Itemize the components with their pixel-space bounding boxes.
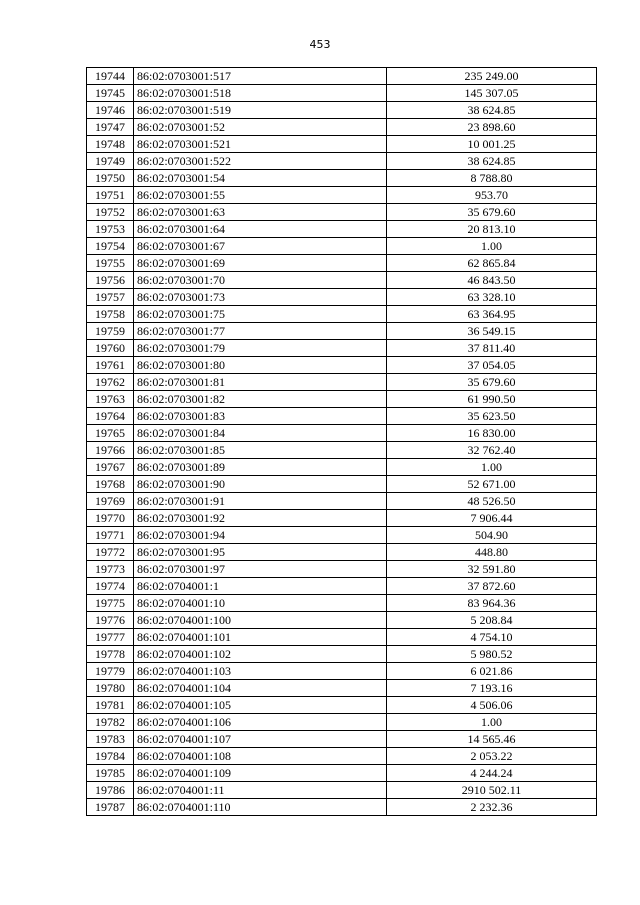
cadastral-number: 86:02:0703001:55 [134, 187, 387, 204]
table-row [87, 119, 597, 136]
cadastral-value: 32 591.80 [387, 561, 597, 578]
cadastral-value: 37 811.40 [387, 340, 597, 357]
table-row [87, 170, 597, 187]
cadastral-number: 86:02:0704001:108 [134, 748, 387, 765]
cadastral-value: 1.00 [387, 714, 597, 731]
cadastral-value: 7 906.44 [387, 510, 597, 527]
table-row [87, 493, 597, 510]
table-row [87, 102, 597, 119]
table-row [87, 731, 597, 748]
cadastral-value: 504.90 [387, 527, 597, 544]
row-number: 19785 [87, 765, 134, 782]
cadastral-number: 86:02:0703001:52 [134, 119, 387, 136]
table-row [87, 527, 597, 544]
cadastral-value: 35 623.50 [387, 408, 597, 425]
cadastral-value: 145 307.05 [387, 85, 597, 102]
row-number: 19773 [87, 561, 134, 578]
cadastral-value: 6 021.86 [387, 663, 597, 680]
cadastral-number: 86:02:0703001:97 [134, 561, 387, 578]
table-row [87, 357, 597, 374]
cadastral-number: 86:02:0703001:521 [134, 136, 387, 153]
row-number: 19784 [87, 748, 134, 765]
row-number: 19750 [87, 170, 134, 187]
table-row [87, 595, 597, 612]
cadastral-value: 4 754.10 [387, 629, 597, 646]
cadastral-number: 86:02:0703001:89 [134, 459, 387, 476]
cadastral-number: 86:02:0703001:517 [134, 68, 387, 85]
row-number: 19781 [87, 697, 134, 714]
row-number: 19754 [87, 238, 134, 255]
cadastral-value: 235 249.00 [387, 68, 597, 85]
row-number: 19747 [87, 119, 134, 136]
cadastral-number: 86:02:0704001:107 [134, 731, 387, 748]
row-number: 19768 [87, 476, 134, 493]
cadastral-number: 86:02:0703001:90 [134, 476, 387, 493]
row-number: 19787 [87, 799, 134, 816]
row-number: 19765 [87, 425, 134, 442]
cadastral-value: 37 054.05 [387, 357, 597, 374]
table-row [87, 459, 597, 476]
cadastral-number: 86:02:0704001:100 [134, 612, 387, 629]
cadastral-number: 86:02:0703001:79 [134, 340, 387, 357]
cadastral-table [86, 67, 597, 816]
row-number: 19745 [87, 85, 134, 102]
table-body [87, 68, 597, 816]
row-number: 19771 [87, 527, 134, 544]
cadastral-number: 86:02:0704001:105 [134, 697, 387, 714]
cadastral-value: 2910 502.11 [387, 782, 597, 799]
row-number: 19748 [87, 136, 134, 153]
row-number: 19775 [87, 595, 134, 612]
cadastral-number: 86:02:0703001:522 [134, 153, 387, 170]
table-row [87, 612, 597, 629]
table-row [87, 442, 597, 459]
row-number: 19759 [87, 323, 134, 340]
table-row [87, 391, 597, 408]
cadastral-number: 86:02:0704001:102 [134, 646, 387, 663]
cadastral-number: 86:02:0704001:110 [134, 799, 387, 816]
table-row [87, 340, 597, 357]
table-row [87, 374, 597, 391]
cadastral-number: 86:02:0703001:85 [134, 442, 387, 459]
row-number: 19753 [87, 221, 134, 238]
cadastral-number: 86:02:0703001:73 [134, 289, 387, 306]
table-row [87, 153, 597, 170]
cadastral-value: 36 549.15 [387, 323, 597, 340]
table-row [87, 646, 597, 663]
row-number: 19783 [87, 731, 134, 748]
cadastral-value: 4 244.24 [387, 765, 597, 782]
table-row [87, 204, 597, 221]
cadastral-number: 86:02:0703001:519 [134, 102, 387, 119]
row-number: 19758 [87, 306, 134, 323]
cadastral-number: 86:02:0703001:63 [134, 204, 387, 221]
cadastral-value: 448.80 [387, 544, 597, 561]
cadastral-number: 86:02:0703001:83 [134, 408, 387, 425]
cadastral-number: 86:02:0703001:95 [134, 544, 387, 561]
table-row [87, 408, 597, 425]
table-row [87, 782, 597, 799]
table-row [87, 68, 597, 85]
cadastral-number: 86:02:0703001:69 [134, 255, 387, 272]
row-number: 19762 [87, 374, 134, 391]
cadastral-number: 86:02:0703001:75 [134, 306, 387, 323]
page-number: 453 [309, 38, 331, 51]
row-number: 19774 [87, 578, 134, 595]
cadastral-value: 16 830.00 [387, 425, 597, 442]
cadastral-value: 14 565.46 [387, 731, 597, 748]
cadastral-number: 86:02:0703001:80 [134, 357, 387, 374]
cadastral-value: 4 506.06 [387, 697, 597, 714]
table-row [87, 85, 597, 102]
cadastral-value: 52 671.00 [387, 476, 597, 493]
row-number: 19764 [87, 408, 134, 425]
row-number: 19779 [87, 663, 134, 680]
table-row [87, 697, 597, 714]
row-number: 19776 [87, 612, 134, 629]
cadastral-value: 63 364.95 [387, 306, 597, 323]
cadastral-value: 83 964.36 [387, 595, 597, 612]
cadastral-number: 86:02:0704001:10 [134, 595, 387, 612]
table-row [87, 765, 597, 782]
cadastral-number: 86:02:0703001:81 [134, 374, 387, 391]
cadastral-value: 61 990.50 [387, 391, 597, 408]
row-number: 19761 [87, 357, 134, 374]
cadastral-number: 86:02:0703001:94 [134, 527, 387, 544]
row-number: 19782 [87, 714, 134, 731]
cadastral-value: 35 679.60 [387, 374, 597, 391]
table-row [87, 476, 597, 493]
cadastral-value: 38 624.85 [387, 153, 597, 170]
table-row [87, 680, 597, 697]
row-number: 19769 [87, 493, 134, 510]
cadastral-value: 2 232.36 [387, 799, 597, 816]
cadastral-number: 86:02:0704001:11 [134, 782, 387, 799]
row-number: 19746 [87, 102, 134, 119]
row-number: 19752 [87, 204, 134, 221]
row-number: 19780 [87, 680, 134, 697]
cadastral-value: 1.00 [387, 238, 597, 255]
table-row [87, 425, 597, 442]
row-number: 19755 [87, 255, 134, 272]
cadastral-number: 86:02:0703001:91 [134, 493, 387, 510]
cadastral-number: 86:02:0704001:103 [134, 663, 387, 680]
cadastral-value: 48 526.50 [387, 493, 597, 510]
table-row [87, 187, 597, 204]
table-row [87, 799, 597, 816]
cadastral-number: 86:02:0704001:1 [134, 578, 387, 595]
cadastral-number: 86:02:0704001:104 [134, 680, 387, 697]
cadastral-number: 86:02:0703001:67 [134, 238, 387, 255]
table-row [87, 255, 597, 272]
cadastral-value: 32 762.40 [387, 442, 597, 459]
cadastral-value: 10 001.25 [387, 136, 597, 153]
row-number: 19756 [87, 272, 134, 289]
cadastral-value: 8 788.80 [387, 170, 597, 187]
row-number: 19770 [87, 510, 134, 527]
cadastral-number: 86:02:0703001:64 [134, 221, 387, 238]
table-row [87, 323, 597, 340]
cadastral-number: 86:02:0704001:101 [134, 629, 387, 646]
cadastral-value: 37 872.60 [387, 578, 597, 595]
cadastral-number: 86:02:0703001:84 [134, 425, 387, 442]
cadastral-value: 5 208.84 [387, 612, 597, 629]
table-row [87, 136, 597, 153]
table-row [87, 510, 597, 527]
row-number: 19751 [87, 187, 134, 204]
row-number: 19777 [87, 629, 134, 646]
row-number: 19786 [87, 782, 134, 799]
cadastral-number: 86:02:0703001:518 [134, 85, 387, 102]
cadastral-value: 35 679.60 [387, 204, 597, 221]
cadastral-value: 1.00 [387, 459, 597, 476]
row-number: 19778 [87, 646, 134, 663]
cadastral-number: 86:02:0703001:92 [134, 510, 387, 527]
table-row [87, 663, 597, 680]
cadastral-value: 46 843.50 [387, 272, 597, 289]
cadastral-number: 86:02:0703001:77 [134, 323, 387, 340]
table-row [87, 578, 597, 595]
cadastral-value: 20 813.10 [387, 221, 597, 238]
table-row [87, 561, 597, 578]
table-row [87, 238, 597, 255]
row-number: 19763 [87, 391, 134, 408]
cadastral-value: 23 898.60 [387, 119, 597, 136]
row-number: 19767 [87, 459, 134, 476]
table-row [87, 272, 597, 289]
row-number: 19757 [87, 289, 134, 306]
cadastral-number: 86:02:0703001:82 [134, 391, 387, 408]
cadastral-value: 62 865.84 [387, 255, 597, 272]
cadastral-value: 2 053.22 [387, 748, 597, 765]
table-row [87, 221, 597, 238]
cadastral-number: 86:02:0703001:54 [134, 170, 387, 187]
cadastral-value: 63 328.10 [387, 289, 597, 306]
row-number: 19772 [87, 544, 134, 561]
table-row [87, 748, 597, 765]
row-number: 19766 [87, 442, 134, 459]
cadastral-number: 86:02:0704001:109 [134, 765, 387, 782]
row-number: 19749 [87, 153, 134, 170]
table-row [87, 544, 597, 561]
cadastral-value: 38 624.85 [387, 102, 597, 119]
cadastral-value: 7 193.16 [387, 680, 597, 697]
table-row [87, 629, 597, 646]
cadastral-value: 5 980.52 [387, 646, 597, 663]
table-row [87, 289, 597, 306]
row-number: 19760 [87, 340, 134, 357]
row-number: 19744 [87, 68, 134, 85]
cadastral-number: 86:02:0704001:106 [134, 714, 387, 731]
table-row [87, 306, 597, 323]
cadastral-value: 953.70 [387, 187, 597, 204]
cadastral-number: 86:02:0703001:70 [134, 272, 387, 289]
table-row [87, 714, 597, 731]
